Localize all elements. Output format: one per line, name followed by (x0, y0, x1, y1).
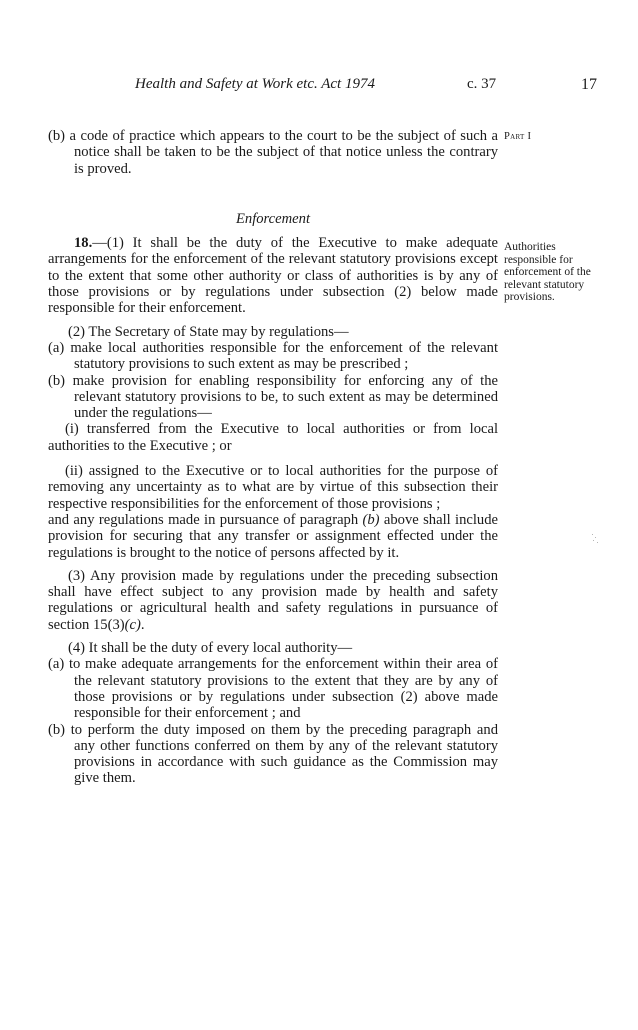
paragraph-text: a code of practice which appears to the court to be the subject of such a notice shall be taken to be the subject of that notice unless the contrary is proved. (69, 128, 498, 177)
subsection-text: (3) Any provision made by regulations under the preceding subsection shall have effect subject to any provision made by health and safety regulations or agricultural health and safety regulations in pursuance of section 15(3) (48, 567, 498, 633)
paragraph-text: to perform the duty imposed on them by the preceding paragraph and any other functions conferred on them by any of the relevant statutory provisions in accordance with such guidance as the Commission may give them. (70, 721, 498, 787)
page-number: 17 (581, 76, 597, 93)
running-header-title: Health and Safety at Work etc. Act 1974 (135, 76, 375, 92)
paper-speck (592, 534, 599, 544)
subsection-4-para-b (48, 722, 498, 787)
statute-text (48, 128, 498, 787)
margin-note-part: Part I (504, 131, 532, 142)
subsection-text-end: . (140, 616, 145, 633)
subsection-2-para-b (48, 373, 498, 422)
paragraph-label: (b) (48, 372, 66, 389)
paragraph-text: make local authorities responsible for the enforcement of the relevant statutory provisions to such extent as may be prescribed ; (70, 339, 499, 373)
paragraph-label: (b) (48, 721, 66, 738)
paragraph-b-code-of-practice (48, 128, 498, 177)
subsection-2-para-a (48, 340, 498, 373)
subsection-2-closing-text (48, 512, 498, 561)
section-reference: (c) (124, 616, 141, 633)
paragraph-reference: (b) (362, 511, 380, 528)
paragraph-label: (a) (48, 339, 65, 356)
paragraph-text: to make adequate arrangements for the enforcement within their area of the relevant statutory provisions to the extent that they are by any of those provisions or by regulations under subsection (2) above made responsible for their enforcement ; and (68, 656, 498, 722)
closing-text-end: above shall include provision for securing that any transfer or assignment effected under the regulations is brought to the notice of persons affected by it. (48, 511, 498, 561)
margin-note-authorities: Authorities responsible for enforcement of the relevant statutory provisions. (504, 241, 591, 304)
section-18-subsection-1 (48, 235, 498, 316)
closing-text-start: and any regulations made in pursuance of paragraph (48, 511, 363, 528)
section-18-subsection-2-intro: (2) The Secretary of State may by regulations— (68, 323, 349, 340)
chapter-number: c. 37 (467, 76, 497, 92)
section-18-subsection-3 (48, 568, 498, 633)
subsection-text: —(1) It shall be the duty of the Executive to make adequate arrangements for the enforcement of the relevant statutory provisions except to the extent that some other authority or class of authorities is by any of those provisions or by regulations under subsection (2) below made responsible for their enforcement. (48, 235, 498, 317)
section-number: 18. (74, 235, 93, 252)
paragraph-text: make provision for enabling responsibility for enforcing any of the relevant statutory provisions to be, to such extent as may be determined under the regulations— (72, 372, 498, 422)
paragraph-label: (b) (48, 128, 66, 144)
subparagraph-ii: (ii) assigned to the Executive or to local authorities for the purpose of removing any uncertainty as to what are by virtue of this subsection their respective responsibilities for the enforcement of those provisions ; (48, 463, 498, 512)
subsection-4-para-a (48, 656, 498, 721)
section-heading-enforcement: Enforcement (235, 210, 311, 227)
subparagraph-i: (i) transferred from the Executive to local authorities or from local authorities to the Executive ; or (48, 421, 498, 454)
section-18-subsection-4-intro: (4) It shall be the duty of every local authority— (68, 640, 353, 657)
paragraph-label: (a) (48, 656, 65, 673)
